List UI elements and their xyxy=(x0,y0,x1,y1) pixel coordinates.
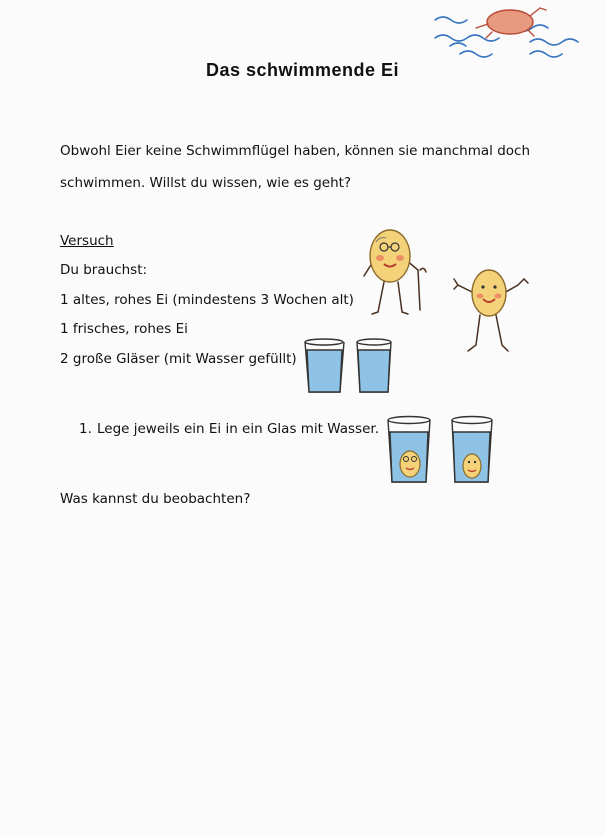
glasses-with-eggs-icon xyxy=(384,412,514,487)
intro-line-1: Obwohl Eier keine Schwimmflügel haben, können sie manchmal doch xyxy=(60,143,531,159)
material-item: 1 frisches, rohes Ei xyxy=(60,321,188,337)
old-egg-icon xyxy=(358,222,438,322)
material-item: 1 altes, rohes Ei (mindestens 3 Wochen alt) xyxy=(60,292,354,308)
intro-line-2: schwimmen. Willst du wissen, wie es geht? xyxy=(60,175,352,191)
needs-label: Du brauchst: xyxy=(60,262,148,278)
step-number: 1. xyxy=(79,421,92,437)
page-title: Das schwimmende Ei xyxy=(205,60,400,80)
material-item: 2 große Gläser (mit Wasser gefüllt) xyxy=(60,351,297,367)
water-glasses-icon xyxy=(302,336,402,396)
fresh-egg-icon xyxy=(450,265,540,365)
question-text: Was kannst du beobachten? xyxy=(60,491,251,507)
section-heading: Versuch xyxy=(60,233,114,249)
step-text: Lege jeweils ein Ei in ein Glas mit Wasser. xyxy=(97,421,379,437)
